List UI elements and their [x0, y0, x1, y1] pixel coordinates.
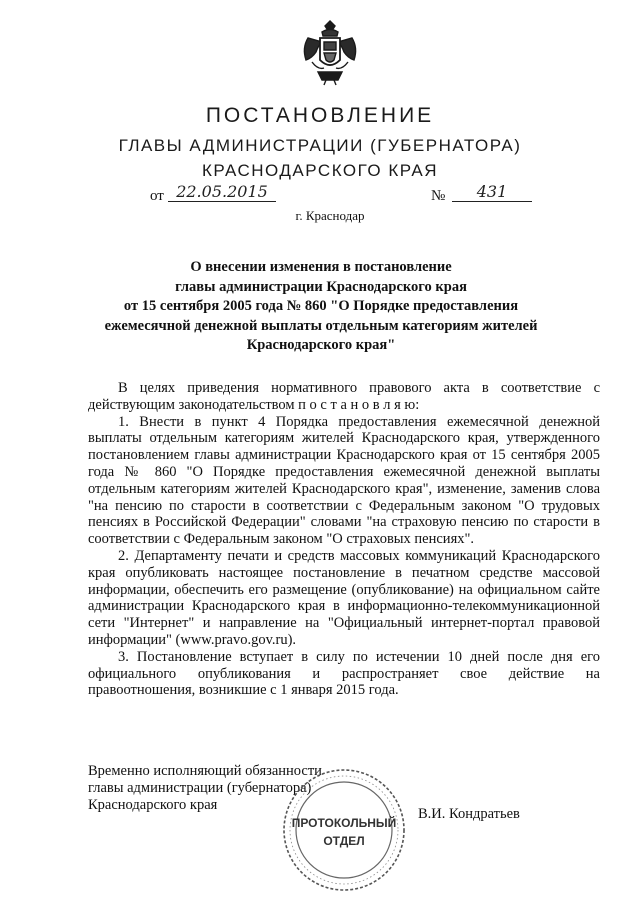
preamble-paragraph: В целях приведения нормативного правового акта в соответствие с действующим законодательством п о с т а н о в л я ю:	[88, 380, 600, 413]
document-type-title: ПОСТАНОВЛЕНИЕ	[205, 104, 435, 127]
item-1-paragraph: 1. Внести в пункт 4 Порядка предоставления ежемесячной денежной выплаты отдельным категориям жителей Краснодарского края, утвержденного постановлением главы администрации Краснодарского края от 15 сентября 2005 года № 860 "О Порядке предоставления ежемесячной денежной выплаты отдельным категориям жителей Краснодарского края", изменение, заменив слова "на пенсию по старости в соответствии с Федеральным законом "О трудовых пенсиях в Российской Федерации" словами "на страховую пенсию по старости в соответствии с Федеральным законом "О страховых пенсиях".	[88, 413, 600, 548]
subject-line: главы администрации Краснодарского края	[175, 278, 467, 295]
subject-line: Краснодарского края"	[246, 337, 396, 353]
issuer-line-1: ГЛАВЫ АДМИНИСТРАЦИИ (ГУБЕРНАТОРА)	[118, 136, 522, 155]
date-number-line	[0, 182, 640, 208]
signatory-name: В.И. Кондратьев	[418, 806, 520, 822]
signatory-position-line: главы администрации (губернатора)	[88, 780, 312, 796]
signatory-position-line: Временно исполняющий обязанности	[88, 763, 322, 779]
item-2-paragraph: 2. Департаменту печати и средств массовых коммуникаций Краснодарского края опубликовать настоящее постановление в печатном средстве массовой информации, обеспечить его размещение (опубликование) на официальном сайте администрации Краснодарского края в информационно-телекоммуникационной сети "Интернет" и направление на "Официальный интернет-портал правовой информации" (www.pravo.gov.ru).	[88, 547, 600, 648]
item-3-paragraph: 3. Постановление вступает в силу по истечении 10 дней после дня его официального опубликования и распространяет свое действие на правоотношения, возникшие с 1 января 2015 года.	[88, 648, 600, 699]
city-label: г. Краснодар	[295, 208, 365, 223]
number-prefix: №	[431, 188, 446, 204]
round-stamp	[278, 765, 410, 895]
coat-of-arms-emblem	[298, 20, 362, 86]
date-prefix: от	[150, 188, 164, 204]
document-body	[88, 380, 600, 699]
issuer-line-2: КРАСНОДАРСКОГО КРАЯ	[201, 161, 439, 180]
handwritten-number: 431	[452, 182, 532, 202]
subject-line: ежемесячной денежной выплаты отдельным категориям жителей	[104, 317, 538, 334]
stamp-text-line-2: ОТДЕЛ	[323, 834, 365, 848]
subject-heading	[90, 258, 552, 356]
signatory-position-line: Краснодарского края	[88, 797, 218, 813]
stamp-text-line-1: ПРОТОКОЛЬНЫЙ	[291, 816, 397, 830]
subject-line: от 15 сентября 2005 года № 860 "О Порядке предоставления	[123, 298, 519, 314]
subject-line: О внесении изменения в постановление	[190, 259, 452, 275]
handwritten-date: 22.05.2015	[168, 182, 276, 202]
